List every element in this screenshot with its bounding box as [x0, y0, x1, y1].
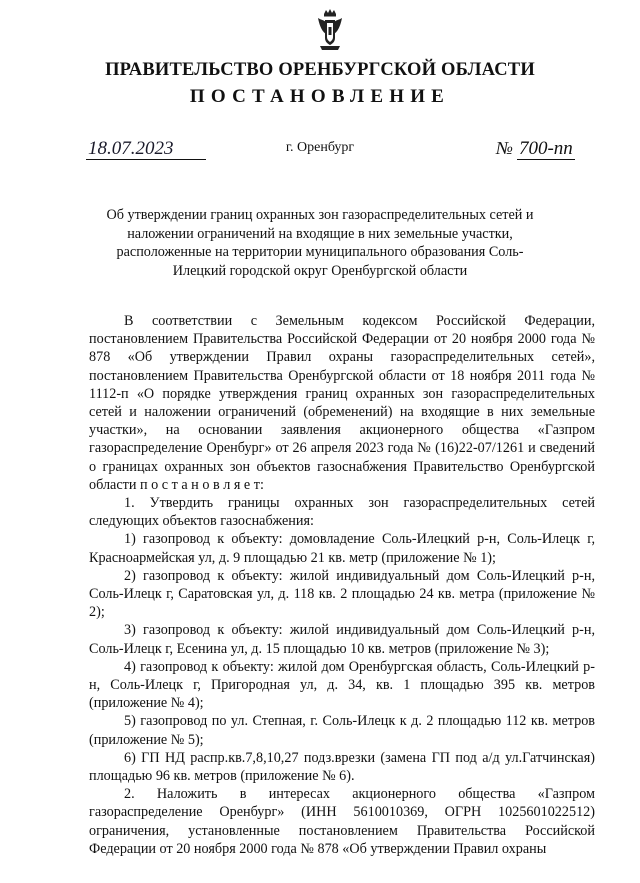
paragraph-preamble: В соответствии с Земельным кодексом Российской Федерации, постановлением Правительства Российской Федерации от 20 ноября 2000 года № 878 «Об утверждении Правил охраны газораспределительных сетей», постановлением Правительства Оренбургской области от 18 ноября 2011 года № 1112-п «О порядке утверждения границ охранных зон газораспределительных сетей и наложении ограничений (обременений) на входящие в них земельные участки», на основании заявления акционерного общества «Газпром газораспределение Оренбург» от 26 апреля 2023 года № (16)22-07/1261 и сведений о границах охранных зон объектов газоснабжения Правительство Оренбургской области п о с т а н о в л я е т:: [89, 313, 595, 493]
document-heading: Об утверждении границ охранных зон газораспределительных сетей и наложении ограничений на входящие в них земельные участки, расположенные на территории муниципального образования Соль-Илецкий городской округ Оренбургской области: [106, 207, 534, 279]
number-value: 700-пп: [518, 138, 573, 159]
document-city: г. Оренбург: [285, 140, 355, 155]
paragraph-subitem: 3) газопровод к объекту: жилой индивидуальный дом Соль-Илецкий р-н, Соль-Илецк г, Есенина ул, д. 15 площадью 10 кв. метров (приложение № 3);: [89, 622, 595, 657]
document-number: [496, 138, 575, 159]
paragraph-subitem: 5) газопровод по ул. Степная, г. Соль-Илецк к д. 2 площадью 112 кв. метров (приложение № 5);: [89, 713, 595, 748]
paragraph-item-2: 2. Наложить в интересах акционерного общества «Газпром газораспределение Оренбург» (ИНН 5610010369, ОГРН 1025601022512) ограничения, установленные постановлением Правительства Российской Федерации от 20 ноября 2000 года № 878 «Об утверждении Правил охраны: [89, 786, 595, 857]
paragraph-subitem: 1) газопровод к объекту: домовладение Соль-Илецкий р-н, Соль-Илецк г, Красноармейская ул, д. 9 площадью 21 кв. метр (приложение № 1);: [89, 531, 595, 566]
document-meta-row: [0, 138, 640, 164]
government-name: ПРАВИТЕЛЬСТВО ОРЕНБУРГСКОЙ ОБЛАСТИ: [105, 60, 535, 80]
coat-of-arms-icon: [315, 8, 345, 52]
document-body: [89, 312, 595, 858]
document-date: 18.07.2023: [86, 138, 206, 160]
paragraph-item-1: 1. Утвердить границы охранных зон газораспределительных сетей следующих объектов газоснабжения:: [89, 495, 595, 530]
paragraph-subitem: 2) газопровод к объекту: жилой индивидуальный дом Соль-Илецкий р-н, Соль-Илецк г, Саратовская ул, д. 118 кв. 2 площадью 24 кв. метра (приложение № 2);: [89, 567, 595, 621]
paragraph-subitem: 4) газопровод к объекту: жилой дом Оренбургская область, Соль-Илецкий р-н, Соль-Илецк г, Пригородная ул, д. 34, кв. 1 площадью 395 кв. метров (приложение № 4);: [89, 658, 595, 712]
paragraph-subitem: 6) ГП НД распр.кв.7,8,10,27 подз.врезки (замена ГП под а/д ул.Гатчинская) площадью 96 кв. метров (приложение № 6).: [89, 749, 595, 785]
number-sign: №: [496, 138, 513, 158]
document-type: ПОСТАНОВЛЕНИЕ: [189, 86, 451, 107]
